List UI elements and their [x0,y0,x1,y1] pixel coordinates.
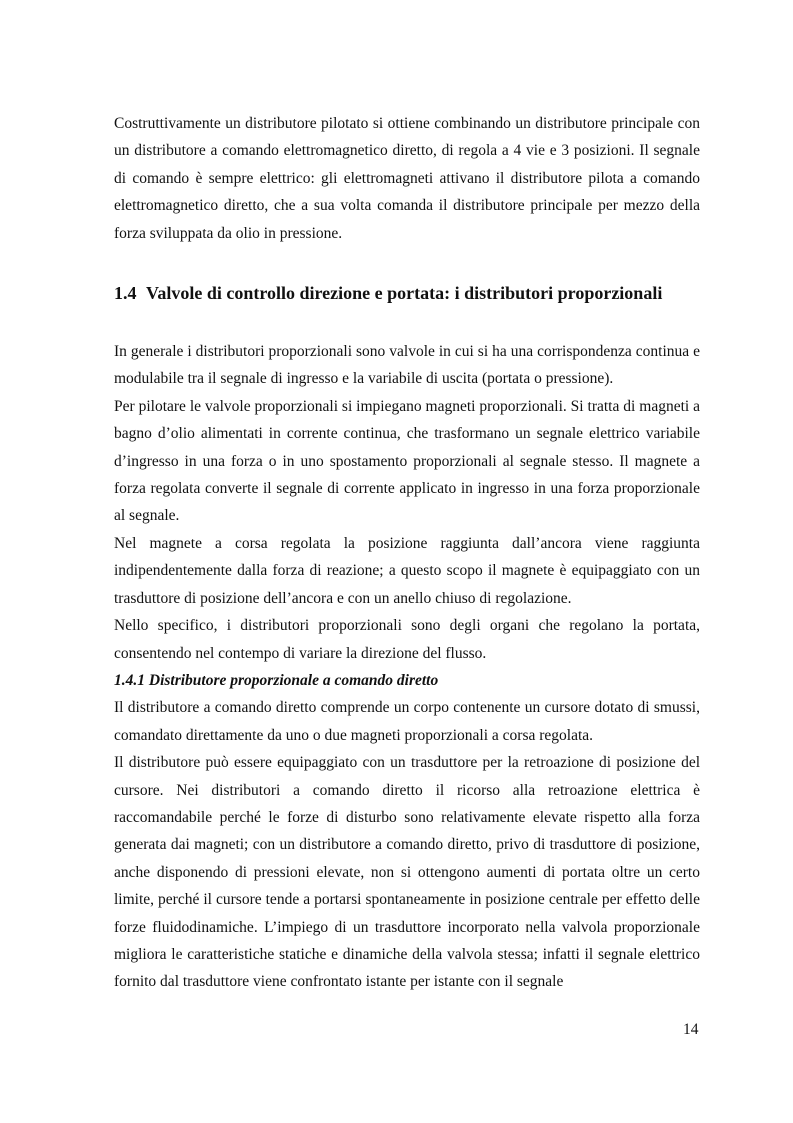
subsection-paragraph-2: Il distributore può essere equipaggiato con un trasduttore per la retroazione di posizione del cursore. Nei distributori a comando diretto il ricorso alla retroazione elettrica è raccomandabile perché le forze di disturbo sono relativamente elevate rispetto alla forza generata dai magneti; con un distributore a comando diretto, privo di trasduttore di posizione, anche disponendo di pressioni elevate, non si ottengono aumenti di portata oltre un certo limite, perché il cursore tende a portarsi spontaneamente in posizione centrale per effetto delle forze fluidodinamiche. L’impiego di un trasduttore incorporato nella valvola proporzionale migliora le caratteristiche statiche e dinamiche della valvola stessa; infatti il segnale elettrico fornito dal trasduttore viene confrontato istante per istante con il segnale [114,754,700,991]
page-number: 14 [683,1021,699,1038]
section-number: 1.4 [114,283,137,304]
section-paragraph-4: Nello specifico, i distributori proporzionali sono degli organi che regolano la portata, consentendo nel contempo di variare la direzione del flusso. [114,617,700,662]
subsection-paragraph-1: Il distributore a comando diretto comprende un corpo contenente un cursore dotato di smussi, comandato direttamente da uno o due magneti proporzionali a corsa regolata. [114,699,700,744]
intro-paragraph: Costruttivamente un distributore pilotato si ottiene combinando un distributore principale con un distributore a comando elettromagnetico diretto, di regola a 4 vie e 3 posizioni. Il segnale di comando è sempre elettrico: gli elettromagneti attivano il distributore pilota a comando elettromagnetico diretto, che a sua volta comanda il distributore principale per mezzo della forza sviluppata da olio in pressione. [114,115,700,242]
section-title: Valvole di controllo direzione e portata: i distributori proporzionali [146,283,663,304]
section-paragraph-1: In generale i distributori proporzionali sono valvole in cui si ha una corrispondenza continua e modulabile tra il segnale di ingresso e la variabile di uscita (portata o pressione). [114,343,700,388]
section-heading [114,281,700,305]
section-paragraph-2: Per pilotare le valvole proporzionali si impiegano magneti proporzionali. Si tratta di magneti a bagno d’olio alimentati in corrente continua, che trasformano un segnale elettrico variabile d’ingresso in una forza o in uno spostamento proporzionali al segnale stesso. Il magnete a forza regolata converte il segnale di corrente applicato in ingresso in una forza proporzionale al segnale. [114,397,700,525]
section-paragraph-3: Nel magnete a corsa regolata la posizione raggiunta dall’ancora viene raggiunta indipendentemente dalla forza di reazione; a questo scopo il magnete è equipaggiato con un trasduttore di posizione dell’ancora e con un anello chiuso di regolazione. [114,534,700,607]
document-page [114,110,700,996]
subsection-heading: 1.4.1 Distributore proporzionale a comando diretto [114,671,439,689]
